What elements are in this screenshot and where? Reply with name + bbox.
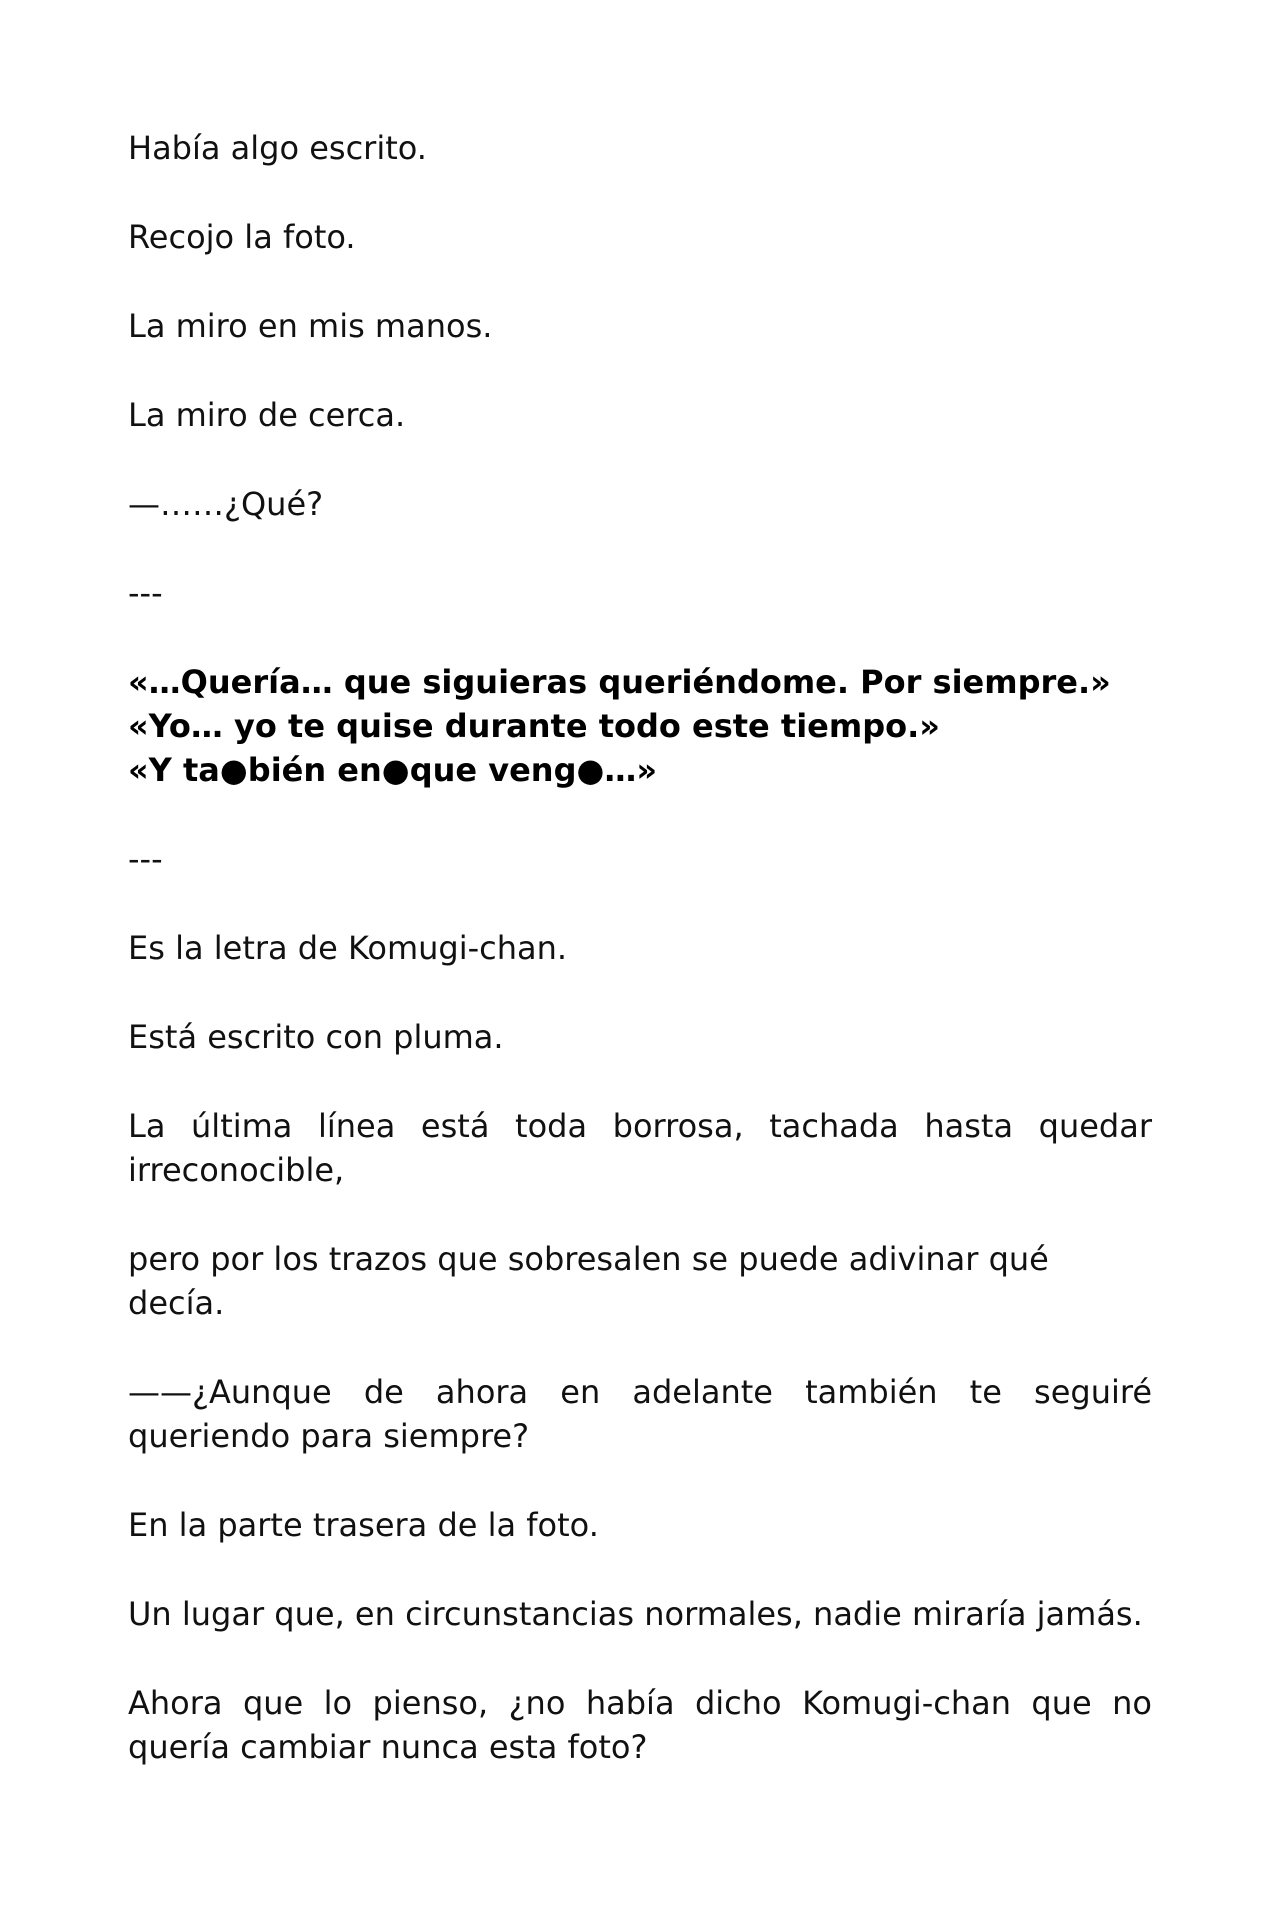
- quote-line: «Y ta●bién en●que veng●…»: [128, 751, 658, 789]
- section-separator: ---: [128, 574, 163, 612]
- paragraph: La miro en mis manos.: [128, 307, 493, 345]
- paragraph: Un lugar que, en circunstancias normales, nadie miraría jamás.: [128, 1595, 1143, 1633]
- document-page: [128, 126, 1152, 1814]
- paragraph: Había algo escrito.: [128, 129, 427, 167]
- quote-line: «…Quería… que siguieras queriéndome. Por siempre.»: [128, 663, 1111, 701]
- paragraph: pero por los trazos que sobresalen se puede adivinar qué decía.: [128, 1240, 1049, 1322]
- paragraph: Es la letra de Komugi-chan.: [128, 929, 568, 967]
- paragraph: Ahora que lo pienso, ¿no había dicho Komugi-chan que no quería cambiar nunca esta foto?: [128, 1684, 1152, 1766]
- paragraph: —……¿Qué?: [128, 485, 324, 523]
- paragraph: En la parte trasera de la foto.: [128, 1506, 599, 1544]
- paragraph: Recojo la foto.: [128, 218, 356, 256]
- paragraph: ——¿Aunque de ahora en adelante también te seguiré queriendo para siempre?: [128, 1373, 1152, 1455]
- paragraph: La miro de cerca.: [128, 396, 406, 434]
- quoted-message: [128, 660, 1152, 792]
- paragraph: Está escrito con pluma.: [128, 1018, 504, 1056]
- section-separator: ---: [128, 840, 163, 878]
- paragraph: La última línea está toda borrosa, tachada hasta quedar irreconocible,: [128, 1107, 1152, 1189]
- quote-line: «Yo… yo te quise durante todo este tiempo.»: [128, 707, 940, 745]
